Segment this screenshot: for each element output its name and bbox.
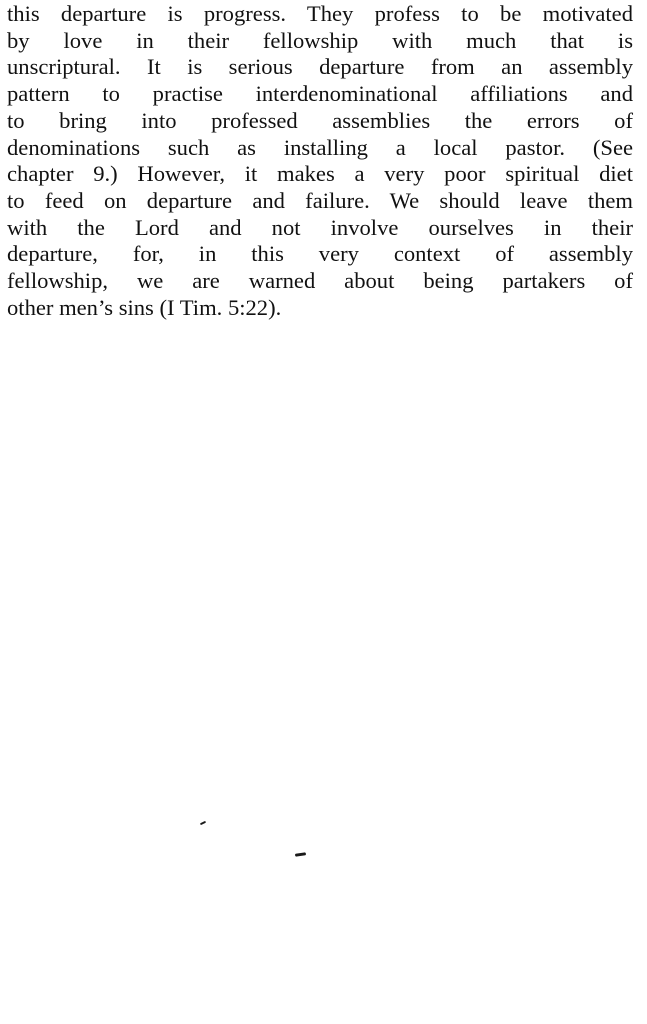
text-line: to feed on departure and failure. We should leave them xyxy=(7,187,633,213)
text-line: chapter 9.) However, it makes a very poor spiritual diet xyxy=(7,161,633,187)
scan-speck-mark xyxy=(295,852,306,857)
text-line: unscriptural. It is serious departure from an assembly xyxy=(7,54,633,80)
text-line: fellowship, we are warned about being partakers of xyxy=(7,268,633,294)
text-line: to bring into professed assemblies the errors of xyxy=(7,107,633,133)
text-line: other men’s sins (I Tim. 5:22). xyxy=(7,294,282,320)
text-line: this departure is progress. They profess to be motivated xyxy=(7,1,633,26)
text-line: departure, for, in this very context of assembly xyxy=(7,241,633,267)
text-line: by love in their fellowship with much that is xyxy=(7,27,633,53)
scan-speck-mark xyxy=(200,821,206,825)
text-line: denominations such as installing a local pastor. (See xyxy=(7,134,633,160)
text-line: with the Lord and not involve ourselves in their xyxy=(7,214,633,240)
body-paragraph xyxy=(7,1,633,321)
text-line: pattern to practise interdenominational affiliations and xyxy=(7,81,633,107)
